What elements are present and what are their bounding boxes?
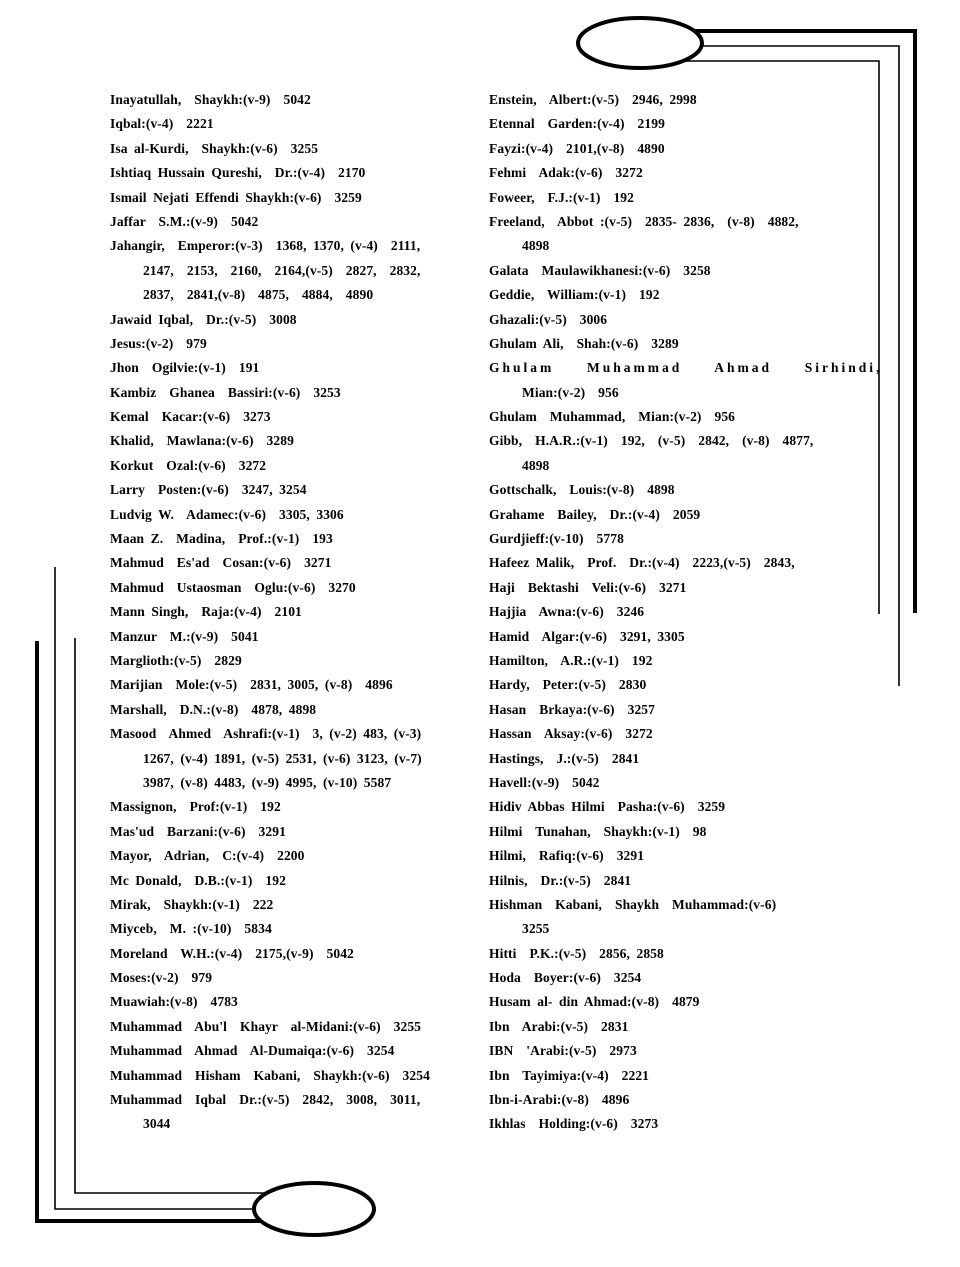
index-entry xyxy=(489,503,889,527)
index-entry xyxy=(489,722,889,746)
index-entry-line: 3255 xyxy=(522,921,550,937)
index-entry-line: Enstein, Albert:(v-5) 2946, 2998 xyxy=(489,92,697,107)
index-entry-line: Mahmud Ustaosman Oglu:(v-6) 3270 xyxy=(110,579,356,595)
index-entry xyxy=(110,844,485,868)
index-entry xyxy=(489,600,889,624)
index-entry-line: Ghulam Muhammad, Mian:(v-2) 956 xyxy=(489,409,736,425)
index-entry-line: Muawiah:(v-8) 4783 xyxy=(110,994,238,1010)
index-entry-line: Ismail Nejati Effendi Shaykh:(v-6) 3259 xyxy=(110,189,362,205)
index-entry-line: Hamilton, A.R.:(v-1) 192 xyxy=(489,652,653,668)
index-entry xyxy=(489,186,889,210)
index-entry-line: Ibn Tayimiya:(v-4) 2221 xyxy=(489,1067,650,1083)
index-entry-line: Ghulam Muhammad Ahmad Sirhindi, xyxy=(489,360,883,376)
index-column-right xyxy=(489,88,889,1137)
index-entry xyxy=(489,869,889,893)
index-entry-line: Muhammad Iqbal Dr.:(v-5) 2842, 3008, 3011, xyxy=(110,1092,421,1108)
index-entry-line: Hoda Boyer:(v-6) 3254 xyxy=(489,970,642,986)
index-entry xyxy=(110,625,485,649)
index-entry xyxy=(110,503,485,527)
index-entry-line: Manzur M.:(v-9) 5041 xyxy=(110,628,259,644)
index-entry xyxy=(489,478,889,502)
index-entry xyxy=(110,405,485,429)
index-entry xyxy=(489,259,889,283)
index-entry xyxy=(110,942,485,966)
index-entry-line: Hafeez Malik, Prof. Dr.:(v-4) 2223,(v-5) 2843, xyxy=(489,555,795,571)
index-entry-line: 2837, 2841,(v-8) 4875, 4884, 4890 xyxy=(143,287,374,303)
index-entry-line: Muhammad Abu'l Khayr al-Midani:(v-6) 3255 xyxy=(110,1018,422,1034)
index-entry-line: Jhon Ogilvie:(v-1) 191 xyxy=(110,360,260,376)
index-entry-line: Hitti P.K.:(v-5) 2856, 2858 xyxy=(489,945,664,961)
index-entry-line: Jahangir, Emperor:(v-3) 1368, 1370, (v-4) 2111, xyxy=(110,238,421,254)
bottom-ellipse-ornament xyxy=(254,1183,374,1235)
index-entry-line: Hishman Kabani, Shaykh Muhammad:(v-6) xyxy=(489,896,777,912)
index-entry-line: Marijian Mole:(v-5) 2831, 3005, (v-8) 4896 xyxy=(110,677,393,693)
index-entry xyxy=(110,966,485,990)
index-entry-line: 3987, (v-8) 4483, (v-9) 4995, (v-10) 5587 xyxy=(143,774,392,790)
index-entry xyxy=(110,234,485,307)
index-entry-line: Husam al- din Ahmad:(v-8) 4879 xyxy=(489,994,700,1010)
index-entry xyxy=(489,625,889,649)
index-entry xyxy=(489,844,889,868)
index-entry-line: Hajjia Awna:(v-6) 3246 xyxy=(489,604,645,620)
index-entry xyxy=(110,308,485,332)
index-entry-line: Maan Z. Madina, Prof.:(v-1) 193 xyxy=(110,531,333,547)
index-entry xyxy=(110,1088,485,1137)
index-entry-line: Ikhlas Holding:(v-6) 3273 xyxy=(489,1116,659,1132)
index-entry xyxy=(489,1064,889,1088)
index-entry xyxy=(110,1039,485,1063)
index-entry xyxy=(110,161,485,185)
index-entry xyxy=(489,576,889,600)
index-entry xyxy=(110,210,485,234)
index-entry xyxy=(489,405,889,429)
index-entry xyxy=(110,869,485,893)
index-entry-line: Moses:(v-2) 979 xyxy=(110,970,213,986)
index-entry-line: Ludvig W. Adamec:(v-6) 3305, 3306 xyxy=(110,506,344,522)
index-entry-line: Isa al-Kurdi, Shaykh:(v-6) 3255 xyxy=(110,140,319,156)
index-entry xyxy=(489,429,889,478)
index-entry xyxy=(110,527,485,551)
index-entry xyxy=(489,942,889,966)
index-entry xyxy=(489,649,889,673)
index-entry xyxy=(489,990,889,1014)
index-entry-line: Kambiz Ghanea Bassiri:(v-6) 3253 xyxy=(110,384,341,400)
index-entry-line: Ibn Arabi:(v-5) 2831 xyxy=(489,1018,629,1034)
index-entry xyxy=(110,137,485,161)
index-entry xyxy=(110,820,485,844)
index-entry xyxy=(489,747,889,771)
index-entry-line: Fehmi Adak:(v-6) 3272 xyxy=(489,165,643,181)
index-entry xyxy=(110,649,485,673)
index-entry-line: Etennal Garden:(v-4) 2199 xyxy=(489,116,665,132)
index-entry-line: Miyceb, M. :(v-10) 5834 xyxy=(110,921,272,937)
index-entry xyxy=(110,429,485,453)
index-entry-line: Geddie, William:(v-1) 192 xyxy=(489,287,660,303)
index-entry xyxy=(110,673,485,697)
index-entry xyxy=(489,673,889,697)
top-ellipse-ornament xyxy=(578,18,702,68)
index-entry xyxy=(110,795,485,819)
index-entry xyxy=(489,1088,889,1112)
index-entry xyxy=(110,722,485,795)
index-entry xyxy=(489,1015,889,1039)
index-entry-line: Fayzi:(v-4) 2101,(v-8) 4890 xyxy=(489,140,665,156)
index-entry-line: 3044 xyxy=(143,1116,171,1132)
index-entry xyxy=(110,576,485,600)
index-entry xyxy=(489,893,889,942)
index-entry xyxy=(110,893,485,917)
index-entry-line: Mas'ud Barzani:(v-6) 3291 xyxy=(110,823,286,839)
index-entry-line: Hilmi Tunahan, Shaykh:(v-1) 98 xyxy=(489,823,707,839)
index-entry-line: Masood Ahmed Ashrafi:(v-1) 3, (v-2) 483, (v-3) xyxy=(110,726,422,742)
index-entry-line: Hardy, Peter:(v-5) 2830 xyxy=(489,677,647,693)
index-entry-line: Mann Singh, Raja:(v-4) 2101 xyxy=(110,604,302,620)
index-entry-line: IBN 'Arabi:(v-5) 2973 xyxy=(489,1043,637,1059)
index-entry xyxy=(110,917,485,941)
index-entry xyxy=(489,283,889,307)
index-entry xyxy=(489,966,889,990)
index-entry-line: Ghazali:(v-5) 3006 xyxy=(489,311,608,327)
index-entry-line: Hassan Aksay:(v-6) 3272 xyxy=(489,726,653,742)
index-entry-line: Mc Donald, D.B.:(v-1) 192 xyxy=(110,872,286,888)
index-entry-line: Havell:(v-9) 5042 xyxy=(489,774,600,790)
index-entry xyxy=(489,820,889,844)
index-entry xyxy=(110,1064,485,1088)
index-entry-line: Grahame Bailey, Dr.:(v-4) 2059 xyxy=(489,506,701,522)
index-entry-line: Gurdjieff:(v-10) 5778 xyxy=(489,531,624,547)
index-entry-line: Mirak, Shaykh:(v-1) 222 xyxy=(110,896,274,912)
index-entry xyxy=(110,332,485,356)
index-entry-line: Hastings, J.:(v-5) 2841 xyxy=(489,750,640,766)
index-entry-line: Iqbal:(v-4) 2221 xyxy=(110,116,214,132)
index-entry xyxy=(110,990,485,1014)
index-entry-line: Muhammad Hisham Kabani, Shaykh:(v-6) 3254 xyxy=(110,1067,430,1083)
index-entry-line: Freeland, Abbot :(v-5) 2835- 2836, (v-8) 4882, xyxy=(489,213,799,229)
index-entry xyxy=(489,771,889,795)
index-entry xyxy=(110,356,485,380)
index-entry xyxy=(110,1015,485,1039)
index-entry-line: Marshall, D.N.:(v-8) 4878, 4898 xyxy=(110,701,317,717)
index-entry-line: Gottschalk, Louis:(v-8) 4898 xyxy=(489,482,675,498)
index-entry xyxy=(110,478,485,502)
index-entry-line: Korkut Ozal:(v-6) 3272 xyxy=(110,457,267,473)
index-entry-line: Khalid, Mawlana:(v-6) 3289 xyxy=(110,433,294,449)
index-entry-line: Mian:(v-2) 956 xyxy=(522,384,619,400)
index-entry-line: Foweer, F.J.:(v-1) 192 xyxy=(489,189,634,205)
index-entry xyxy=(110,600,485,624)
index-entry-line: Jawaid Iqbal, Dr.:(v-5) 3008 xyxy=(110,311,297,327)
index-entry xyxy=(110,112,485,136)
index-column-left xyxy=(110,88,485,1137)
index-entry-line: Jesus:(v-2) 979 xyxy=(110,335,207,351)
index-entry xyxy=(489,137,889,161)
index-entry xyxy=(110,186,485,210)
index-entry xyxy=(489,1112,889,1136)
index-entry-line: 4898 xyxy=(522,457,550,473)
index-entry-line: Moreland W.H.:(v-4) 2175,(v-9) 5042 xyxy=(110,945,354,961)
index-entry-line: Kemal Kacar:(v-6) 3273 xyxy=(110,409,271,425)
index-entry xyxy=(489,308,889,332)
index-entry-line: Hamid Algar:(v-6) 3291, 3305 xyxy=(489,628,685,644)
index-entry xyxy=(489,1039,889,1063)
index-entry xyxy=(489,332,889,356)
index-entry xyxy=(489,795,889,819)
index-entry-line: 1267, (v-4) 1891, (v-5) 2531, (v-6) 3123, (v-7) xyxy=(143,750,422,766)
index-entry xyxy=(110,698,485,722)
index-entry-line: Haji Bektashi Veli:(v-6) 3271 xyxy=(489,579,687,595)
index-entry xyxy=(489,161,889,185)
index-entry xyxy=(489,210,889,259)
index-entry xyxy=(489,527,889,551)
index-entry-line: 4898 xyxy=(522,238,550,254)
index-entry-line: Ghulam Ali, Shah:(v-6) 3289 xyxy=(489,335,679,351)
index-entry-line: Hilmi, Rafiq:(v-6) 3291 xyxy=(489,848,645,864)
index-entry xyxy=(489,356,889,405)
index-entry-line: Massignon, Prof:(v-1) 192 xyxy=(110,799,281,815)
index-entry-line: Larry Posten:(v-6) 3247, 3254 xyxy=(110,482,307,498)
index-entry xyxy=(110,551,485,575)
index-entry-line: Inayatullah, Shaykh:(v-9) 5042 xyxy=(110,92,311,107)
index-entry xyxy=(489,88,889,112)
index-entry-line: Mayor, Adrian, C:(v-4) 2200 xyxy=(110,848,305,864)
index-entry-line: Jaffar S.M.:(v-9) 5042 xyxy=(110,213,259,229)
index-entry xyxy=(110,454,485,478)
index-entry-line: 2147, 2153, 2160, 2164,(v-5) 2827, 2832, xyxy=(143,262,421,278)
index-entry-line: Hilnis, Dr.:(v-5) 2841 xyxy=(489,872,632,888)
index-entry xyxy=(489,112,889,136)
index-entry-line: Muhammad Ahmad Al-Dumaiqa:(v-6) 3254 xyxy=(110,1043,395,1059)
index-entry-line: Galata Maulawikhanesi:(v-6) 3258 xyxy=(489,262,711,278)
index-entry-line: Gibb, H.A.R.:(v-1) 192, (v-5) 2842, (v-8) 4877, xyxy=(489,433,814,449)
index-entry-line: Marglioth:(v-5) 2829 xyxy=(110,652,242,668)
index-entry xyxy=(110,88,485,112)
index-entry-line: Mahmud Es'ad Cosan:(v-6) 3271 xyxy=(110,555,332,571)
index-entry xyxy=(489,698,889,722)
index-entry xyxy=(489,551,889,575)
index-entry xyxy=(110,381,485,405)
index-entry-line: Hidiv Abbas Hilmi Pasha:(v-6) 3259 xyxy=(489,799,726,815)
index-entry-line: Hasan Brkaya:(v-6) 3257 xyxy=(489,701,655,717)
index-entry-line: Ibn-i-Arabi:(v-8) 4896 xyxy=(489,1092,630,1108)
index-entry-line: Ishtiaq Hussain Qureshi, Dr.:(v-4) 2170 xyxy=(110,165,366,181)
